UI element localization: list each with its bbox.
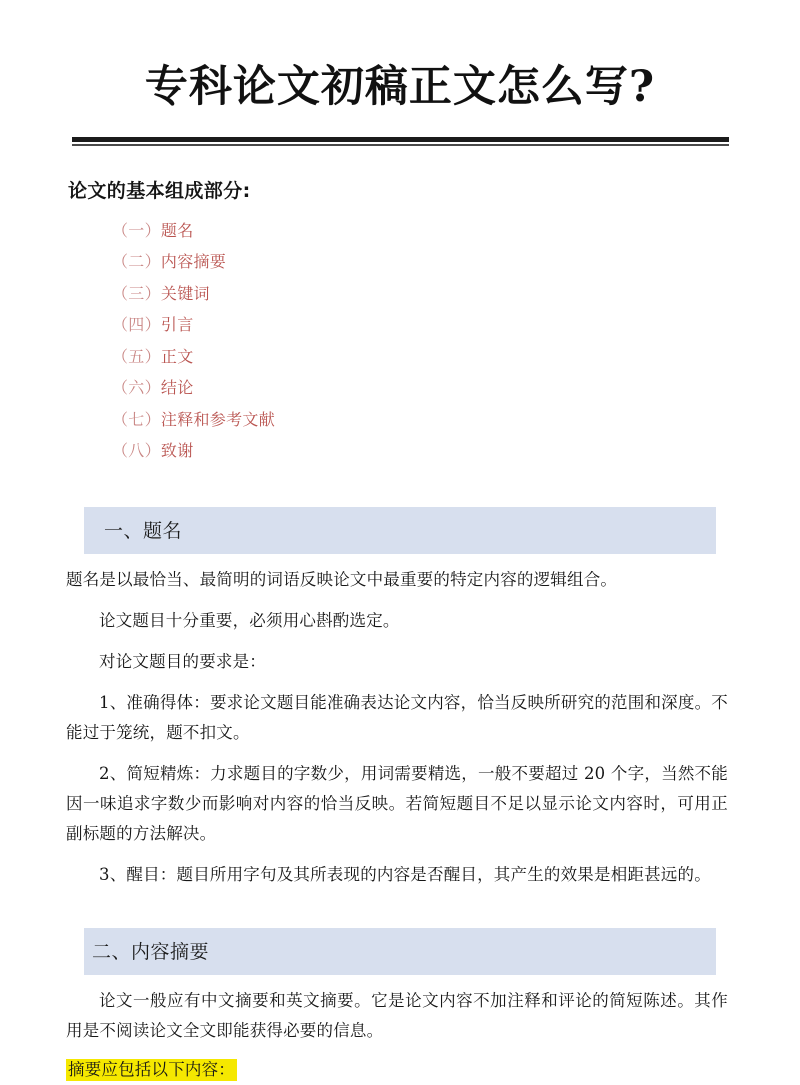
page-title: 专科论文初稿正文怎么写?: [144, 62, 656, 112]
title-divider: [72, 137, 729, 146]
list-item-label: 结论: [160, 378, 194, 398]
list-item: [0, 341, 800, 373]
highlighted-paragraph: [66, 1046, 728, 1085]
list-item-number: （六）: [112, 378, 161, 398]
paragraph: 对论文题目的要求是：: [99, 651, 266, 671]
section-heading-abstract: 二、内容摘要: [84, 928, 716, 975]
paragraph: 3、醒目：题目所用字句及其所表现的内容是否醒目，其产生的效果是相距甚远的。: [99, 864, 711, 884]
list-item: [0, 435, 800, 467]
paragraph: 2、简短精炼：力求题目的字数少，用词需要精选，一般不要超过 20 个字，当然不能因一味追求字数少而影响对内容的恰当反映。若简短题目不足以显示论文内容时，可用正副标题的方法解决。: [66, 763, 728, 843]
basic-parts-heading: 论文的基本组成部分:: [68, 179, 251, 202]
list-item-label: 正文: [160, 346, 194, 366]
list-item-number: （四）: [112, 315, 161, 335]
list-item: [0, 278, 800, 310]
list-item: [0, 215, 800, 247]
list-item-label: 注释和参考文献: [160, 409, 276, 429]
list-item-label: 致谢: [160, 441, 194, 461]
paragraph: 1、准确得体：要求论文题目能准确表达论文内容，恰当反映所研究的范围和深度。不能过于笼统，题不扣文。: [66, 692, 728, 742]
list-item-label: 题名: [160, 220, 194, 240]
list-item: [0, 309, 800, 341]
list-item: [0, 372, 800, 404]
list-item-number: （三）: [112, 283, 161, 303]
highlight-marker: 摘要应包括以下内容：: [68, 1059, 235, 1079]
section-body-title: [0, 554, 800, 890]
paragraph: 题名是以最恰当、最简明的词语反映论文中最重要的特定内容的逻辑组合。: [66, 569, 618, 589]
basic-parts-list: [0, 207, 800, 467]
list-item-label: 引言: [160, 315, 194, 335]
basic-parts-block: [0, 146, 800, 467]
paragraph: 论文一般应有中文摘要和英文摘要。它是论文内容不加注释和评论的简短陈述。其作用是不阅读论文全文即能获得必要的信息。: [66, 990, 728, 1040]
list-item: [0, 246, 800, 278]
section-body-abstract: [0, 975, 800, 1085]
list-item-label: 关键词: [160, 283, 210, 303]
list-item-number: （七）: [112, 409, 161, 429]
list-item-label: 内容摘要: [160, 252, 227, 272]
list-item-number: （一）: [112, 220, 161, 240]
list-item: [0, 404, 800, 436]
list-item-number: （二）: [112, 252, 161, 272]
list-item-number: （八）: [112, 441, 161, 461]
list-item-number: （五）: [112, 346, 161, 366]
paragraph: 论文题目十分重要，必须用心斟酌选定。: [99, 610, 400, 630]
section-heading-title: 一、题名: [84, 507, 716, 554]
